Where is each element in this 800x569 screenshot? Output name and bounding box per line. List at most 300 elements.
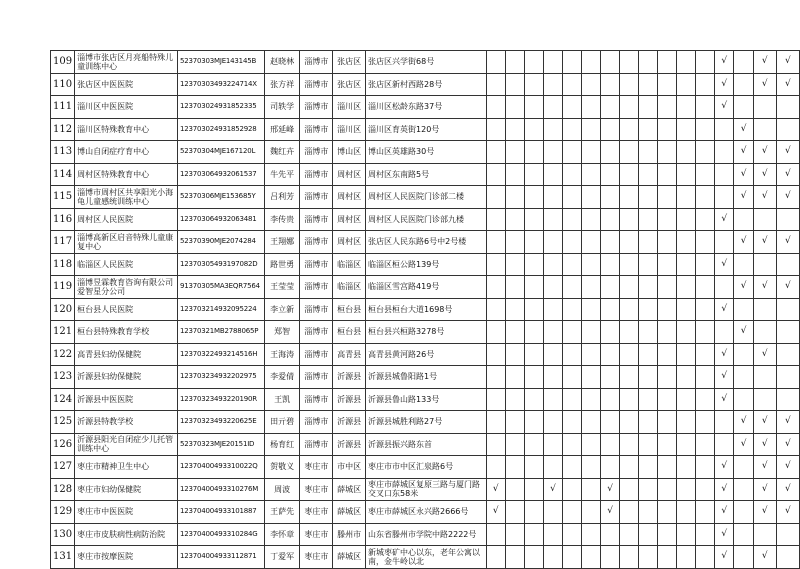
address-cell: 张店区兴学街68号 [366, 51, 487, 74]
check-cell [753, 501, 776, 524]
check-cell [563, 96, 582, 119]
city-cell: 枣庄市 [300, 501, 333, 524]
check-cell [563, 523, 582, 546]
district-cell: 张店区 [333, 73, 366, 96]
check-cell [776, 118, 799, 141]
address-cell: 淄川区育英街120号 [366, 118, 487, 141]
check-mark-icon: √ [721, 461, 728, 472]
check-cell [776, 321, 799, 344]
check-cell [486, 343, 505, 366]
check-cell [563, 118, 582, 141]
check-cell [715, 253, 734, 276]
check-cell [505, 163, 524, 186]
table-row [51, 231, 800, 254]
check-cell [620, 253, 639, 276]
table-row [51, 96, 800, 119]
city-cell: 淄博市 [300, 321, 333, 344]
row-number-cell: 124 [51, 388, 75, 411]
check-cell [486, 51, 505, 74]
check-cell [620, 73, 639, 96]
check-cell [658, 321, 677, 344]
table-row [51, 186, 800, 209]
check-cell [620, 186, 639, 209]
check-cell [601, 366, 620, 389]
check-cell [715, 321, 734, 344]
check-mark-icon: √ [785, 416, 791, 427]
check-cell [582, 163, 601, 186]
city-cell: 枣庄市 [300, 456, 333, 479]
check-cell [486, 546, 505, 569]
check-cell [776, 141, 799, 164]
check-cell [505, 433, 524, 456]
row-number-cell: 126 [51, 433, 75, 456]
table-row [51, 433, 800, 456]
check-mark-icon: √ [761, 348, 768, 359]
credit-code-cell: 123704004933112871 [177, 546, 264, 569]
check-cell [734, 411, 753, 434]
check-cell [543, 388, 562, 411]
address-cell: 淄川区松龄东路37号 [366, 96, 487, 119]
check-cell [734, 253, 753, 276]
check-cell [582, 141, 601, 164]
check-cell [734, 366, 753, 389]
check-cell [696, 253, 715, 276]
check-cell [601, 51, 620, 74]
institution-name-cell: 枣庄市精神卫生中心 [75, 456, 178, 479]
city-cell: 淄博市 [300, 51, 333, 74]
check-cell [658, 456, 677, 479]
institution-name-cell: 沂源县特教学校 [75, 411, 178, 434]
check-cell [524, 478, 543, 501]
row-number-cell: 113 [51, 141, 75, 164]
credit-code-cell: 12370323493220190R [177, 388, 264, 411]
check-cell [696, 411, 715, 434]
check-cell [658, 96, 677, 119]
table-row [51, 523, 800, 546]
check-cell [677, 343, 696, 366]
check-mark-icon: √ [721, 348, 728, 359]
check-cell [524, 411, 543, 434]
credit-code-cell: 12370303493224714X [177, 73, 264, 96]
check-mark-icon: √ [785, 56, 791, 67]
check-cell [563, 231, 582, 254]
check-cell [753, 343, 776, 366]
district-cell: 临淄区 [333, 253, 366, 276]
check-mark-icon: √ [721, 551, 728, 562]
check-cell [658, 186, 677, 209]
check-cell [639, 208, 658, 231]
institution-name-cell: 沂源县妇幼保健院 [75, 366, 178, 389]
check-cell [582, 388, 601, 411]
check-cell [620, 456, 639, 479]
contact-person-cell: 李立新 [264, 298, 300, 321]
credit-code-cell: 12370400493310022Q [177, 456, 264, 479]
contact-person-cell: 李怀章 [264, 523, 300, 546]
city-cell: 淄博市 [300, 366, 333, 389]
contact-person-cell: 王海涛 [264, 343, 300, 366]
check-cell [601, 411, 620, 434]
check-cell [486, 321, 505, 344]
credit-code-cell: 123703024931852335 [177, 96, 264, 119]
check-mark-icon: √ [721, 56, 728, 67]
check-cell [543, 96, 562, 119]
check-cell [753, 478, 776, 501]
check-mark-icon: √ [740, 123, 747, 134]
check-cell [601, 163, 620, 186]
institution-name-cell: 淄川区特殊教育中心 [75, 118, 178, 141]
address-cell: 枣庄市市中区汇泉路6号 [366, 456, 487, 479]
check-cell [696, 231, 715, 254]
check-cell [524, 73, 543, 96]
check-cell [776, 163, 799, 186]
city-cell: 淄博市 [300, 163, 333, 186]
institution-name-cell: 沂源县中医医院 [75, 388, 178, 411]
address-cell: 临淄区桓公路139号 [366, 253, 487, 276]
check-cell [563, 433, 582, 456]
check-mark-icon: √ [785, 438, 791, 449]
check-cell [776, 276, 799, 299]
institution-name-cell: 淄川区中医医院 [75, 96, 178, 119]
row-number-cell: 118 [51, 253, 75, 276]
check-cell [677, 186, 696, 209]
table-row [51, 501, 800, 524]
credit-code-cell: 123704004933101887 [177, 501, 264, 524]
row-number-cell: 110 [51, 73, 75, 96]
check-cell [601, 186, 620, 209]
check-cell [543, 546, 562, 569]
check-cell [620, 96, 639, 119]
address-cell: 枣庄市薛城区复原三路与厦门路交叉口东58米 [366, 478, 487, 501]
credit-code-cell: 12370400493310276M [177, 478, 264, 501]
district-cell: 周村区 [333, 163, 366, 186]
table-row [51, 118, 800, 141]
check-cell [639, 298, 658, 321]
address-cell: 张店区新村西路28号 [366, 73, 487, 96]
row-number-cell: 114 [51, 163, 75, 186]
check-cell [639, 321, 658, 344]
check-cell [658, 208, 677, 231]
check-cell [524, 523, 543, 546]
check-mark-icon: √ [761, 281, 768, 292]
district-cell: 滕州市 [333, 523, 366, 546]
check-cell [563, 186, 582, 209]
check-cell [486, 276, 505, 299]
check-cell [776, 253, 799, 276]
check-cell [734, 276, 753, 299]
check-mark-icon: √ [785, 506, 791, 517]
district-cell: 淄川区 [333, 96, 366, 119]
check-cell [601, 231, 620, 254]
check-cell [734, 343, 753, 366]
check-cell [543, 276, 562, 299]
row-number-cell: 117 [51, 231, 75, 254]
check-cell [696, 163, 715, 186]
check-cell [696, 388, 715, 411]
check-cell [639, 231, 658, 254]
table-row [51, 276, 800, 299]
check-cell [620, 366, 639, 389]
check-cell [734, 433, 753, 456]
credit-code-cell: 12370322493214516H [177, 343, 264, 366]
check-cell [505, 276, 524, 299]
city-cell: 淄博市 [300, 388, 333, 411]
check-cell [486, 253, 505, 276]
check-cell [563, 208, 582, 231]
check-cell [486, 163, 505, 186]
check-cell [543, 73, 562, 96]
check-cell [543, 501, 562, 524]
city-cell: 淄博市 [300, 411, 333, 434]
check-cell [658, 343, 677, 366]
check-cell [776, 51, 799, 74]
table-row [51, 141, 800, 164]
check-cell [715, 546, 734, 569]
check-cell [677, 298, 696, 321]
district-cell: 桓台县 [333, 298, 366, 321]
check-cell [505, 523, 524, 546]
table-row [51, 321, 800, 344]
check-cell [524, 433, 543, 456]
check-cell [677, 366, 696, 389]
check-cell [696, 73, 715, 96]
address-cell: 张店区人民东路6号中2号楼 [366, 231, 487, 254]
check-cell [658, 253, 677, 276]
check-cell [582, 411, 601, 434]
check-cell [753, 51, 776, 74]
check-cell [696, 276, 715, 299]
check-cell [776, 208, 799, 231]
check-cell [753, 96, 776, 119]
contact-person-cell: 李爱倩 [264, 366, 300, 389]
check-cell [639, 366, 658, 389]
check-cell [582, 501, 601, 524]
check-mark-icon: √ [740, 146, 747, 157]
contact-person-cell: 路世勇 [264, 253, 300, 276]
check-cell [753, 253, 776, 276]
check-cell [524, 298, 543, 321]
district-cell: 张店区 [333, 51, 366, 74]
check-cell [696, 298, 715, 321]
check-mark-icon: √ [761, 146, 768, 157]
district-cell: 沂源县 [333, 366, 366, 389]
check-mark-icon: √ [721, 528, 728, 539]
check-cell [696, 186, 715, 209]
district-cell: 博山区 [333, 141, 366, 164]
check-cell [734, 478, 753, 501]
institution-name-cell: 桓台县人民医院 [75, 298, 178, 321]
check-cell [734, 388, 753, 411]
check-cell [543, 523, 562, 546]
check-mark-icon: √ [761, 461, 768, 472]
check-mark-icon: √ [492, 483, 499, 494]
check-cell [582, 276, 601, 299]
check-mark-icon: √ [721, 213, 728, 224]
check-mark-icon: √ [785, 461, 791, 472]
contact-person-cell: 赵晓林 [264, 51, 300, 74]
check-cell [639, 253, 658, 276]
check-cell [486, 411, 505, 434]
credit-code-cell: 12370321MB2788065P [177, 321, 264, 344]
check-cell [639, 51, 658, 74]
check-mark-icon: √ [740, 236, 747, 247]
contact-person-cell: 李传贵 [264, 208, 300, 231]
institution-name-cell: 沂源县阳光自闭症少儿托管训练中心 [75, 433, 178, 456]
check-cell [658, 478, 677, 501]
check-cell [601, 478, 620, 501]
institution-name-cell: 淄博高新区启音特殊儿童康复中心 [75, 231, 178, 254]
check-cell [486, 298, 505, 321]
check-cell [658, 51, 677, 74]
check-cell [677, 51, 696, 74]
check-cell [563, 366, 582, 389]
contact-person-cell: 王萨先 [264, 501, 300, 524]
check-cell [601, 96, 620, 119]
check-cell [696, 478, 715, 501]
check-cell [658, 73, 677, 96]
check-cell [658, 366, 677, 389]
row-number-cell: 111 [51, 96, 75, 119]
check-mark-icon: √ [721, 78, 728, 89]
check-cell [776, 478, 799, 501]
check-cell [696, 118, 715, 141]
check-mark-icon: √ [721, 303, 728, 314]
address-cell: 临淄区雪宫路419号 [366, 276, 487, 299]
check-cell [620, 231, 639, 254]
check-cell [601, 343, 620, 366]
check-cell [715, 298, 734, 321]
check-cell [658, 298, 677, 321]
check-mark-icon: √ [761, 236, 768, 247]
check-cell [563, 276, 582, 299]
check-cell [486, 96, 505, 119]
city-cell: 枣庄市 [300, 546, 333, 569]
check-cell [734, 73, 753, 96]
check-cell [696, 546, 715, 569]
check-cell [543, 231, 562, 254]
address-cell: 周村区人民医院门诊部九楼 [366, 208, 487, 231]
check-cell [543, 321, 562, 344]
check-cell [753, 433, 776, 456]
check-cell [696, 501, 715, 524]
district-cell: 桓台县 [333, 321, 366, 344]
check-cell [524, 501, 543, 524]
check-cell [524, 208, 543, 231]
check-cell [563, 501, 582, 524]
credit-code-cell: 123703064932061537 [177, 163, 264, 186]
institution-name-cell: 淄博市周村区共享阳光小海龟儿童感统训练中心 [75, 186, 178, 209]
check-cell [696, 51, 715, 74]
check-cell [505, 546, 524, 569]
check-cell [486, 186, 505, 209]
check-cell [582, 298, 601, 321]
check-cell [639, 343, 658, 366]
check-cell [715, 96, 734, 119]
check-cell [677, 433, 696, 456]
check-cell [753, 73, 776, 96]
check-cell [601, 141, 620, 164]
check-cell [677, 96, 696, 119]
check-cell [543, 118, 562, 141]
check-cell [677, 118, 696, 141]
check-cell [776, 388, 799, 411]
contact-person-cell: 魏红卉 [264, 141, 300, 164]
check-cell [715, 141, 734, 164]
check-cell [543, 51, 562, 74]
check-cell [524, 96, 543, 119]
check-cell [505, 411, 524, 434]
row-number-cell: 115 [51, 186, 75, 209]
table-row [51, 343, 800, 366]
table-row [51, 208, 800, 231]
check-cell [505, 141, 524, 164]
institution-name-cell: 枣庄市中医医院 [75, 501, 178, 524]
check-cell [715, 501, 734, 524]
city-cell: 淄博市 [300, 96, 333, 119]
row-number-cell: 122 [51, 343, 75, 366]
check-cell [776, 456, 799, 479]
district-cell: 市中区 [333, 456, 366, 479]
city-cell: 淄博市 [300, 208, 333, 231]
row-number-cell: 129 [51, 501, 75, 524]
credit-code-cell: 52370390MJE2074284 [177, 231, 264, 254]
check-mark-icon: √ [721, 393, 728, 404]
institution-table [50, 50, 800, 569]
check-mark-icon: √ [492, 506, 499, 517]
check-cell [543, 411, 562, 434]
check-cell [696, 141, 715, 164]
check-mark-icon: √ [721, 101, 728, 112]
check-cell [582, 96, 601, 119]
row-number-cell: 112 [51, 118, 75, 141]
address-cell: 山东省滕州市学院中路2222号 [366, 523, 487, 546]
institution-name-cell: 临淄区人民医院 [75, 253, 178, 276]
credit-code-cell: 52370304MJE167120L [177, 141, 264, 164]
check-cell [658, 276, 677, 299]
check-mark-icon: √ [550, 483, 556, 494]
check-cell [715, 388, 734, 411]
check-cell [524, 51, 543, 74]
check-cell [563, 298, 582, 321]
check-mark-icon: √ [761, 168, 768, 179]
check-cell [620, 163, 639, 186]
institution-name-cell: 淄博昱霖教育咨询有限公司爱智星分公司 [75, 276, 178, 299]
city-cell: 淄博市 [300, 433, 333, 456]
table-row [51, 388, 800, 411]
institution-name-cell: 桓台县特殊教育学校 [75, 321, 178, 344]
check-mark-icon: √ [721, 371, 728, 382]
institution-name-cell: 枣庄市皮肤病性病防治院 [75, 523, 178, 546]
check-cell [543, 208, 562, 231]
check-cell [486, 523, 505, 546]
check-cell [524, 388, 543, 411]
check-cell [601, 118, 620, 141]
address-cell: 高青县黄河路26号 [366, 343, 487, 366]
table-row [51, 478, 800, 501]
check-cell [505, 321, 524, 344]
check-cell [639, 478, 658, 501]
check-cell [776, 73, 799, 96]
check-cell [677, 73, 696, 96]
check-cell [582, 253, 601, 276]
check-cell [582, 118, 601, 141]
contact-person-cell: 周波 [264, 478, 300, 501]
table-row [51, 411, 800, 434]
check-cell [563, 163, 582, 186]
check-cell [563, 343, 582, 366]
check-cell [563, 73, 582, 96]
check-cell [505, 478, 524, 501]
check-mark-icon: √ [761, 78, 768, 89]
